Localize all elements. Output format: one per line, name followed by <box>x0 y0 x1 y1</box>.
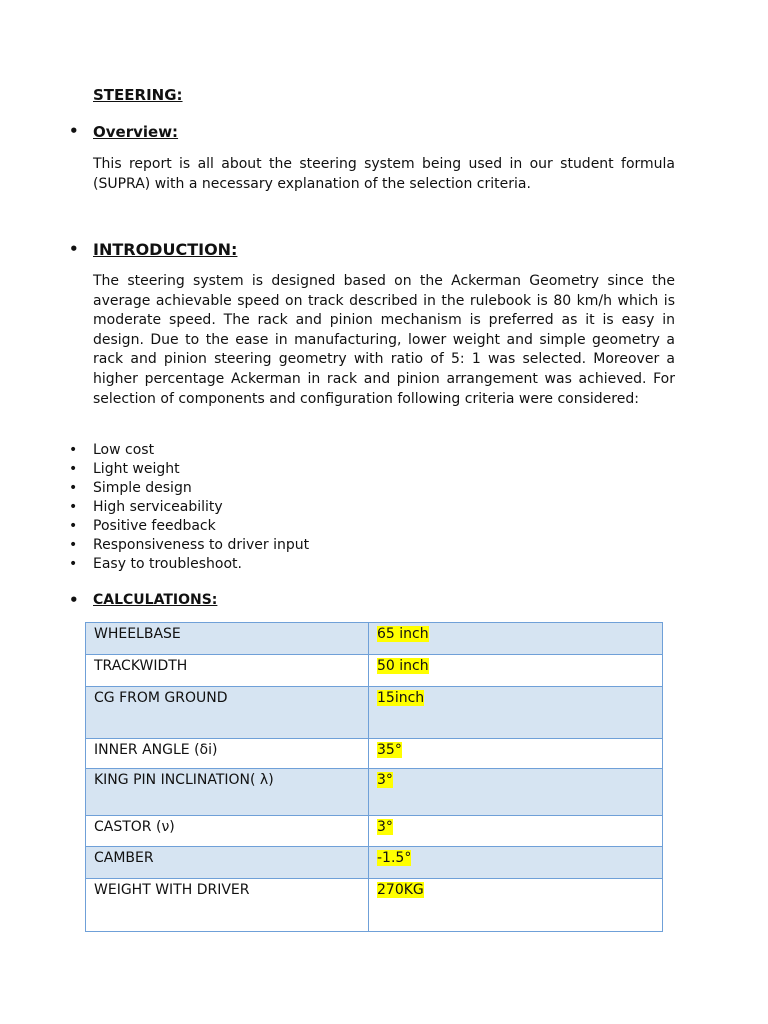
document-title: STEERING: <box>93 86 183 104</box>
row-value: 35° <box>377 742 402 758</box>
row-label: WEIGHT WITH DRIVER <box>86 879 369 932</box>
table-row <box>86 769 663 816</box>
table-row <box>86 623 663 655</box>
table-row <box>86 879 663 932</box>
table-row <box>86 847 663 879</box>
overview-heading: Overview: <box>93 123 179 141</box>
list-item: • Positive feedback <box>93 517 309 536</box>
list-item: • Low cost <box>93 441 309 460</box>
table-row <box>86 739 663 769</box>
table-row <box>86 655 663 687</box>
row-value: 65 inch <box>377 626 429 642</box>
list-item: • Light weight <box>93 460 309 479</box>
list-item: • Simple design <box>93 479 309 498</box>
list-item: • Easy to troubleshoot. <box>93 555 309 574</box>
row-label: INNER ANGLE (δi) <box>86 739 369 769</box>
list-item: • High serviceability <box>93 498 309 517</box>
row-value: 50 inch <box>377 658 429 674</box>
row-value: 3° <box>377 819 393 835</box>
introduction-bullet: • <box>69 240 79 258</box>
row-value-cell <box>369 687 663 739</box>
row-value-cell <box>369 623 663 655</box>
overview-bullet: • <box>69 122 79 140</box>
row-value-cell <box>369 655 663 687</box>
calculations-heading: CALCULATIONS: <box>93 592 218 608</box>
row-value: -1.5° <box>377 850 412 866</box>
calculations-bullet: • <box>69 591 79 609</box>
row-label: KING PIN INCLINATION( λ) <box>86 769 369 816</box>
row-value-cell <box>369 739 663 769</box>
overview-text: This report is all about the steering system being used in our student formula (SUPRA) with a necessary explanation of the selection criteria. <box>93 156 675 192</box>
row-value-cell <box>369 879 663 932</box>
row-label: CG FROM GROUND <box>86 687 369 739</box>
row-label: CASTOR (ν) <box>86 816 369 847</box>
table-row <box>86 687 663 739</box>
list-item: • Responsiveness to driver input <box>93 536 309 555</box>
row-value-cell <box>369 816 663 847</box>
row-value: 3° <box>377 772 393 788</box>
criteria-list <box>93 441 309 574</box>
row-value: 15inch <box>377 690 425 706</box>
row-label: CAMBER <box>86 847 369 879</box>
row-label: WHEELBASE <box>86 623 369 655</box>
row-label: TRACKWIDTH <box>86 655 369 687</box>
table-row <box>86 816 663 847</box>
calculations-table <box>85 622 663 932</box>
introduction-text: The steering system is designed based on the Ackerman Geometry since the average achievable speed on track described in the rulebook is 80 km/h which is moderate speed. The rack and pinion mechanism is preferred as it is easy in design. Due to the ease in manufacturing, lower weight and simple geometry a rack and pinion steering geometry with ratio of 5: 1 was selected. Moreover a higher percentage Ackerman in rack and pinion arrangement was achieved. For selection of components and configuration following criteria were considered: <box>93 273 675 407</box>
row-value-cell <box>369 769 663 816</box>
introduction-heading: INTRODUCTION: <box>93 240 238 259</box>
row-value-cell <box>369 847 663 879</box>
row-value: 270KG <box>377 882 424 898</box>
